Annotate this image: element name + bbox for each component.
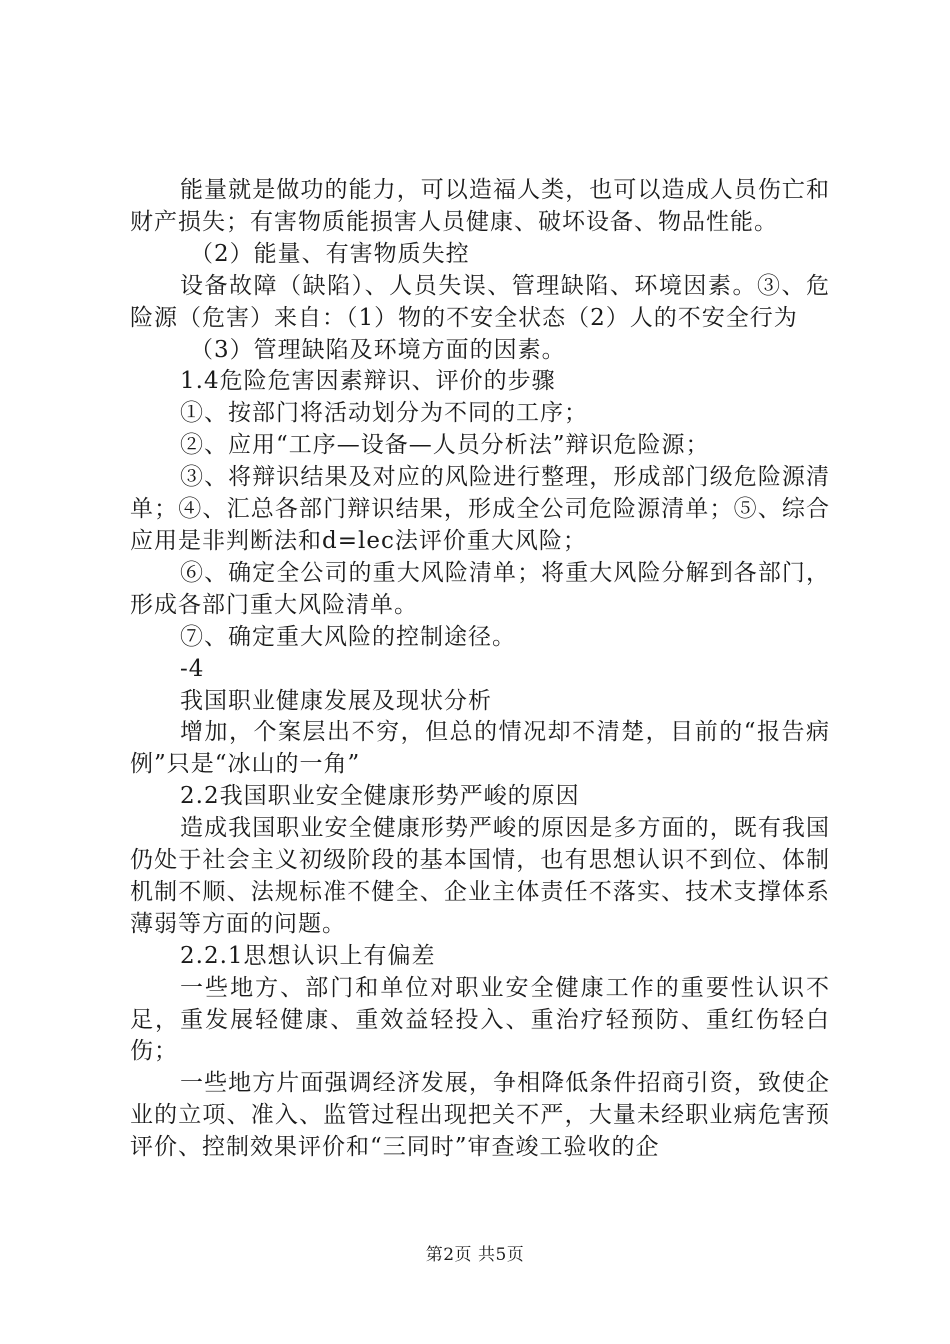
paragraph: 我国职业健康发展及现状分析 <box>180 687 492 714</box>
paragraph: 增加，个案层出不穷，但总的情况却不清楚，目前的“报告病例”只是“冰山的一角” <box>130 719 830 778</box>
paragraph: 能量就是做功的能力，可以造福人类，也可以造成人员伤亡和财产损失；有害物质能损害人员健康、破坏设备、物品性能。 <box>130 177 830 235</box>
paragraph: 造成我国职业安全健康形势严峻的原因是多方面的，既有我国仍处于社会主义初级阶段的基本国情，也有思想认识不到位、体制机制不顺、法规标准不健全、企业主体责任不落实、技术支撑体系薄弱等方面的问题。 <box>130 815 830 937</box>
paragraph: 2.2.1思想认识上有偏差 <box>180 942 436 969</box>
paragraph: （2）能量、有害物质失控 <box>190 240 470 267</box>
paragraph: ①、按部门将活动划分为不同的工序； <box>180 400 588 427</box>
paragraph: ③、将辩识结果及对应的风险进行整理，形成部门级危险源清单；④、汇总各部门辩识结果，形成全公司危险源清单；⑤、综合应用是非判断法和d=lec法评价重大风险； <box>130 464 830 554</box>
paragraph: 一些地方、部门和单位对职业安全健康工作的重要性认识不足，重发展轻健康、重效益轻投入、重治疗轻预防、重红伤轻白伤； <box>130 974 830 1065</box>
paragraph: 2.2我国职业安全健康形势严峻的原因 <box>180 783 580 810</box>
paragraph: 设备故障（缺陷）、人员失误、管理缺陷、环境因素。③、危险源（危害）来自：（1）物的不安全状态（2）人的不安全行为 <box>130 272 830 331</box>
paragraph: ⑦、确定重大风险的控制途径。 <box>180 623 516 650</box>
paragraph: 1.4危险危害因素辩识、评价的步骤 <box>180 368 556 395</box>
paragraph: ⑥、确定全公司的重大风险清单；将重大风险分解到各部门，形成各部门重大风险清单。 <box>130 559 830 618</box>
paragraph: 一些地方片面强调经济发展，争相降低条件招商引资，致使企业的立项、准入、监管过程出现把关不严，大量未经职业病危害预评价、控制效果评价和“三同时”审查竣工验收的企 <box>130 1070 830 1161</box>
page-footer: 第2页 共5页 <box>425 1245 525 1265</box>
document-body <box>130 175 830 1164</box>
paragraph: （3）管理缺陷及环境方面的因素。 <box>190 336 566 363</box>
paragraph: -4 <box>180 655 205 682</box>
paragraph: ②、应用“工序—设备—人员分析法”辩识危险源； <box>180 432 710 459</box>
